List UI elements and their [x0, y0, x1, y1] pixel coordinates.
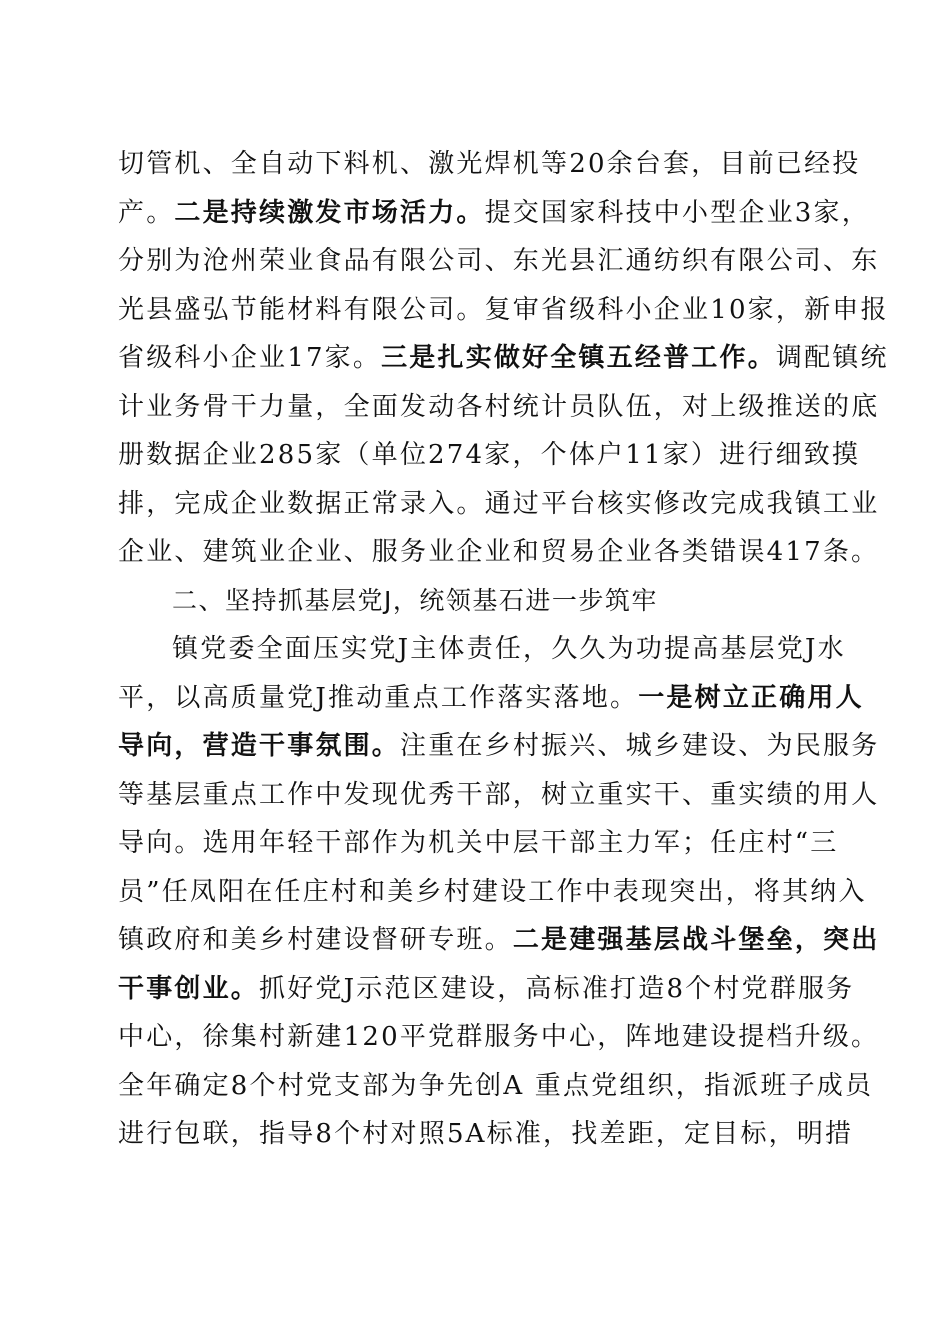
bold-lead-phrase: 干事创业。: [118, 973, 260, 1004]
section-heading: 二、坚持抓基层党J，统领基石进一步筑牢: [172, 585, 658, 615]
text-run: 平，以高质量党J推动重点工作落实落地。: [118, 682, 639, 713]
bold-lead-phrase: 一是树立正确用人: [638, 682, 864, 713]
text-line: [118, 722, 880, 771]
text-line: 镇党委全面压实党J主体责任，久久为功提高基层党J水: [172, 634, 846, 664]
text-line: 员”任凤阳在任庄村和美乡村建设工作中表现突出，将其纳入: [118, 876, 867, 907]
text-run: 产。: [118, 197, 175, 228]
text-run: 镇政府和美乡村建设督研专班。: [118, 925, 513, 955]
text-line: 全年确定8个村党支部为争先创A 重点党组织，指派班子成员: [118, 1070, 874, 1101]
text-line: [118, 916, 880, 965]
text-run: 抓好党J示范区建设，高标准打造8个村党群服务: [259, 973, 855, 1004]
document-body: [118, 140, 889, 1159]
text-line: 计业务骨干力量，全面发动各村统计员队伍，对上级推送的底: [118, 391, 880, 422]
text-run: 注重在乡村振兴、城乡建设、为民服务: [400, 731, 880, 761]
text-line: 进行包联，指导8个村对照5A标准，找差距，定目标，明措: [118, 1119, 854, 1149]
text-line: [118, 674, 864, 723]
text-line: 光县盛弘节能材料有限公司。复审省级科小企业10家，新申报: [118, 294, 889, 325]
text-line: 册数据企业285家（单位274家，个体户11家）进行细致摸: [118, 440, 861, 470]
text-run: 省级科小企业17家。: [118, 343, 382, 373]
text-line: 等基层重点工作中发现优秀干部，树立重实干、重实绩的用人: [118, 779, 880, 810]
text-line: 分别为沧州荣业食品有限公司、东光县汇通纺织有限公司、东: [118, 246, 880, 276]
bold-lead-phrase: 三是扎实做好全镇五经普工作。: [381, 343, 776, 373]
bold-lead-phrase: 二是持续激发市场活力。: [174, 197, 485, 228]
text-line: 导向。选用年轻干部作为机关中层干部主力军；任庄村“三: [118, 828, 839, 858]
text-line: 排，完成企业数据正常录入。通过平台核实修改完成我镇工业: [118, 488, 880, 519]
text-line: 企业、建筑业企业、服务业企业和贸易企业各类错误417条。: [118, 537, 880, 567]
bold-lead-phrase: 导向，营造干事氛围。: [118, 731, 401, 761]
text-run: 调配镇统: [775, 343, 889, 373]
text-run: 提交国家科技中小型企业3家，: [484, 197, 870, 228]
text-line: [118, 334, 889, 383]
text-line: 切管机、全自动下料机、激光焊机等20余台套，目前已经投: [118, 149, 861, 179]
text-line: [118, 965, 855, 1014]
text-line: [118, 189, 870, 238]
text-line: 中心，徐集村新建120平党群服务中心，阵地建设提档升级。: [118, 1022, 880, 1052]
bold-lead-phrase: 二是建强基层战斗堡垒，突出: [512, 925, 880, 955]
